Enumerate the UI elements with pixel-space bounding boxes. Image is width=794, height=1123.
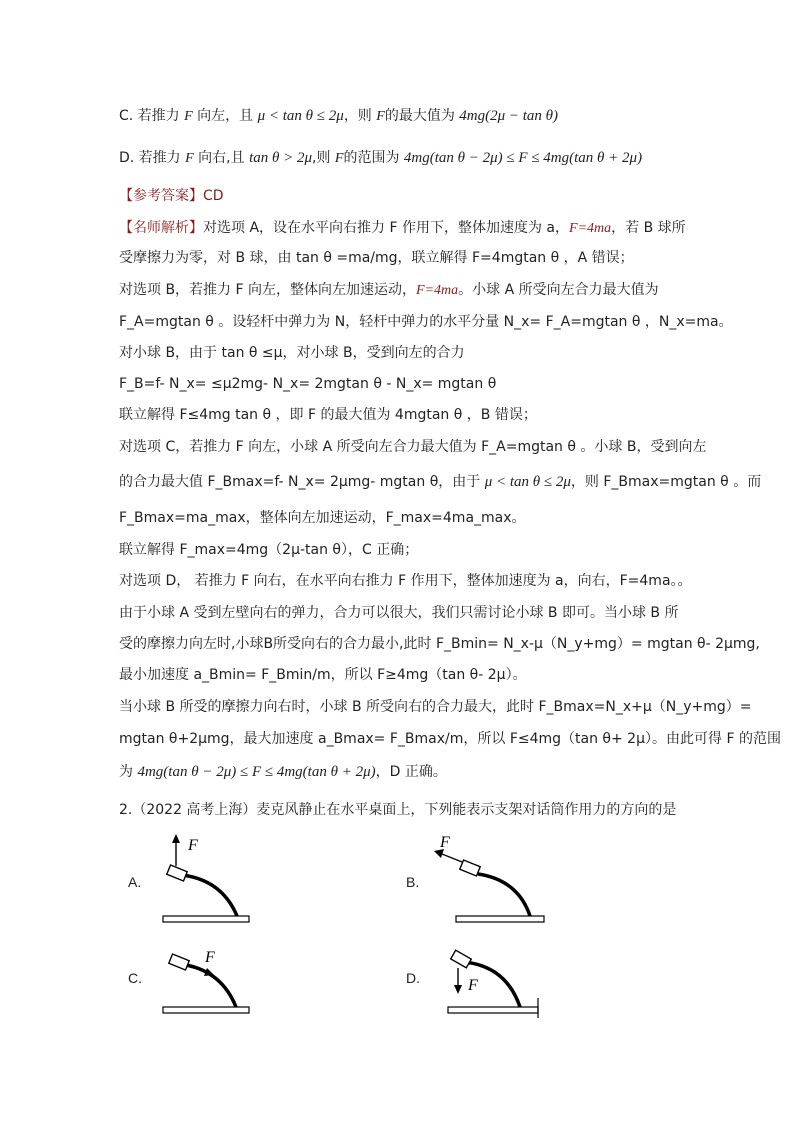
- figure-b-microphone: [428, 830, 548, 930]
- figure-label-b: B.: [406, 874, 420, 890]
- analysis-line-6: F_B=f- N_x= ≤μ2mg- N_x= 2mgtan θ - N_x= mgtan θ: [119, 376, 497, 392]
- analysis-line-16: 当小球 B 所受的摩擦力向右时，小球 B 所受向右的合力最大，此时 F_Bmax=N_x+μ（N_y+mg）=: [119, 699, 752, 715]
- table-plate: [448, 1007, 538, 1013]
- figure-a-microphone: [150, 830, 260, 930]
- table-plate: [163, 1007, 249, 1013]
- figure-d-microphone: [440, 940, 550, 1020]
- analysis-line-18: 为 4mg(tan θ − 2μ) ≤ F ≤ 4mg(tan θ + 2μ)，D 正确。: [119, 764, 447, 780]
- force-label: F: [440, 834, 450, 851]
- option-d-line: D. 若推力 F 向右,且 tan θ > 2μ,则 F的范围为 4mg(tan θ − 2μ) ≤ F ≤ 4mg(tan θ + 2μ): [119, 150, 643, 166]
- answer-line: 【参考答案】CD: [119, 188, 224, 204]
- analysis-line-7: 联立解得 F≤4mg tan θ ，即 F 的最大值为 4mgtan θ ，B 错误；: [119, 407, 537, 423]
- arrow-head: [204, 968, 214, 976]
- analysis-line-2: 受摩擦力为零，对 B 球，由 tan θ =ma/mg，联立解得 F=4mgtan θ ，A 错误；: [119, 250, 634, 266]
- arrow-head: [454, 985, 462, 994]
- table-plate: [163, 916, 249, 922]
- force-label: F: [205, 949, 215, 966]
- force-arrow: [442, 854, 462, 862]
- analysis-line-15: 最小加速度 a_Bmin= F_Bmin/m，所以 F≥4mg（tan θ- 2μ）。: [119, 667, 527, 683]
- figure-c-microphone: [150, 940, 260, 1020]
- stand-arm: [182, 875, 237, 916]
- mic-head: [460, 860, 480, 876]
- analysis-line-3: 对选项 B，若推力 F 向左，整体向左加速运动，F=4ma。小球 A 所受向左合力最大值为: [119, 282, 659, 298]
- arrow-head: [172, 834, 180, 843]
- analysis-line-10: F_Bmax=ma_max，整体向左加速运动，F_max=4ma_max。: [119, 510, 526, 526]
- analysis-line-13: 由于小球 A 受到左壁向右的弹力，合力可以很大，我们只需讨论小球 B 即可。当小球 B 所: [119, 605, 679, 621]
- stand-arm: [478, 874, 530, 916]
- figure-label-c: C.: [128, 970, 142, 986]
- figure-label-d: D.: [406, 970, 420, 986]
- analysis-line-1: 【名师解析】对选项 A，设在水平向右推力 F 作用下，整体加速度为 a，F=4ma，若 B 球所: [119, 220, 686, 236]
- analysis-line-11: 联立解得 F_max=4mg（2μ-tan θ），C 正确；: [119, 542, 419, 558]
- force-label: F: [468, 977, 478, 994]
- analysis-line-14: 受的摩擦力向左时,小球B所受向右的合力最小,此时 F_Bmin= N_x-μ（N_y+mg）= mgtan θ- 2μmg,: [119, 636, 760, 652]
- analysis-line-5: 对小球 B，由于 tan θ ≤μ，对小球 B，受到向左的合力: [119, 345, 465, 361]
- mic-head: [451, 950, 472, 968]
- analysis-line-8: 对选项 C，若推力 F 向左，小球 A 所受向左合力最大值为 F_A=mgtan θ 。小球 B，受到向左: [119, 439, 707, 455]
- mic-head: [169, 954, 189, 970]
- analysis-line-9: 的合力最大值 F_Bmax=f- N_x= 2μmg- mgtan θ，由于 μ < tan θ ≤ 2μ，则 F_Bmax=mgtan θ 。而: [119, 474, 762, 490]
- question-2-stem: 2.（2022 高考上海）麦克风静止在水平桌面上，下列能表示支架对话筒作用力的方向的是: [119, 802, 677, 818]
- force-label: F: [188, 837, 198, 854]
- stand-arm: [186, 965, 236, 1007]
- option-c-line: C. 若推力 F 向左，且 μ < tan θ ≤ 2μ，则 F的最大值为 4mg(2μ − tan θ): [119, 108, 559, 124]
- analysis-line-17: mgtan θ+2μmg，最大加速度 a_Bmax= F_Bmax/m，所以 F≤4mg（tan θ+ 2μ）。由此可得 F 的范围: [119, 731, 781, 747]
- figure-label-a: A.: [128, 874, 142, 890]
- analysis-line-12: 对选项 D， 若推力 F 向右，在水平向右推力 F 作用下，整体加速度为 a，向右，F=4ma。。: [119, 573, 692, 589]
- table-plate: [456, 916, 544, 922]
- analysis-line-4: F_A=mgtan θ 。设轻杆中弹力为 N，轻杆中弹力的水平分量 N_x= F_A=mgtan θ ，N_x=ma。: [119, 314, 733, 330]
- mic-head: [167, 865, 187, 881]
